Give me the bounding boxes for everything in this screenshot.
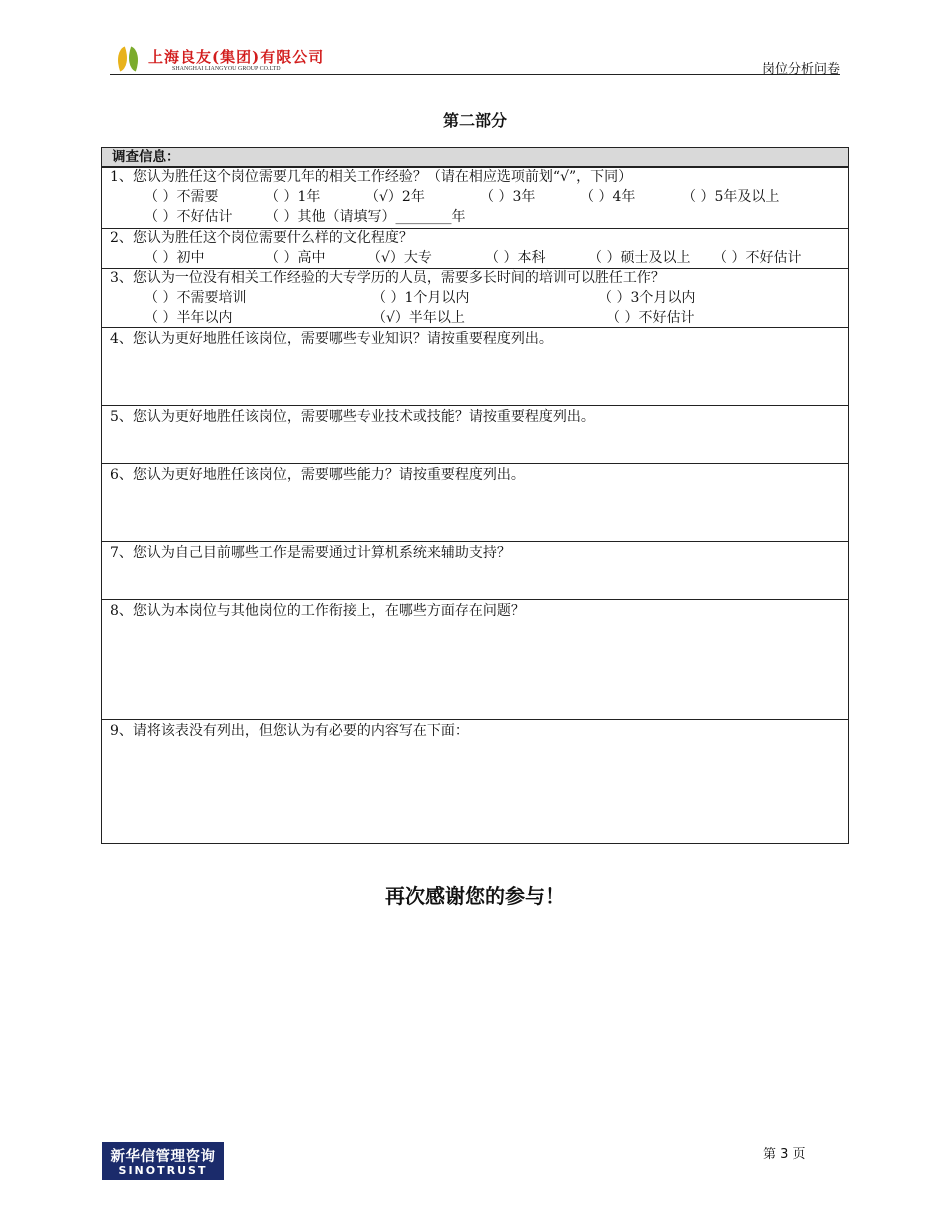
question-text: 5、您认为更好地胜任该岗位，需要哪些专业技术或技能？请按重要程度列出。 bbox=[110, 409, 595, 425]
part-title: 第二部分 bbox=[442, 111, 507, 130]
question-1 bbox=[102, 167, 848, 228]
question-3 bbox=[102, 268, 848, 327]
option-junior-college[interactable]: （√）大专 bbox=[367, 250, 432, 266]
question-text: 8、您认为本岗位与其他岗位的工作衔接上，在哪些方面存在问题？ bbox=[110, 603, 525, 619]
question-text: 9、请将该表没有列出，但您认为有必要的内容写在下面： bbox=[110, 723, 469, 739]
question-text: 2、您认为胜任这个岗位需要什么样的文化程度？ bbox=[110, 230, 413, 246]
option-other[interactable]: （ ）其他（请填写）________年 bbox=[265, 209, 466, 225]
question-text: 6、您认为更好地胜任该岗位，需要哪些能力？请按重要程度列出。 bbox=[110, 467, 525, 483]
closing-message: 再次感谢您的参与！ bbox=[385, 884, 565, 908]
option-3-years[interactable]: （ ）3年 bbox=[480, 189, 536, 205]
company-name: 上海良友(集团)有限公司 bbox=[148, 48, 325, 66]
option-no-training[interactable]: （ ）不需要培训 bbox=[144, 290, 247, 306]
question-8[interactable] bbox=[102, 599, 848, 719]
question-6[interactable] bbox=[102, 463, 848, 541]
option-bachelor[interactable]: （ ）本科 bbox=[485, 250, 546, 266]
question-2 bbox=[102, 228, 848, 268]
option-within-3-months[interactable]: （ ）3个月以内 bbox=[598, 290, 696, 306]
option-hard-to-estimate[interactable]: （ ）不好估计 bbox=[144, 209, 233, 225]
option-5-years-plus[interactable]: （ ）5年及以上 bbox=[682, 189, 780, 205]
page-header bbox=[110, 42, 840, 77]
question-text: 3、您认为一位没有相关工作经验的大专学历的人员，需要多长时间的培训可以胜任工作？ bbox=[110, 270, 665, 286]
question-text: 4、您认为更好地胜任该岗位，需要哪些专业知识？请按重要程度列出。 bbox=[110, 331, 553, 347]
option-row bbox=[110, 308, 848, 328]
option-row bbox=[110, 187, 848, 207]
section-header: 调查信息： bbox=[102, 148, 848, 167]
footer-logo-cn: 新华信管理咨询 bbox=[110, 1149, 216, 1165]
question-4[interactable] bbox=[102, 327, 848, 405]
option-row bbox=[110, 207, 848, 227]
option-junior-high[interactable]: （ ）初中 bbox=[144, 250, 205, 266]
sinotrust-logo bbox=[102, 1142, 224, 1180]
survey-form bbox=[101, 147, 849, 844]
option-master-plus[interactable]: （ ）硕士及以上 bbox=[588, 250, 691, 266]
header-divider bbox=[110, 74, 840, 75]
question-5[interactable] bbox=[102, 405, 848, 463]
option-hard-to-estimate[interactable]: （ ）不好估计 bbox=[713, 250, 802, 266]
page-number: 第 3 页 bbox=[763, 1147, 806, 1162]
option-1-year[interactable]: （ ）1年 bbox=[265, 189, 321, 205]
option-no-need[interactable]: （ ）不需要 bbox=[144, 189, 219, 205]
question-9[interactable] bbox=[102, 719, 848, 843]
option-over-half-year[interactable]: （√）半年以上 bbox=[372, 310, 465, 326]
company-name-en: SHANGHAI LIANGYOU GROUP CO.LTD bbox=[172, 66, 281, 72]
option-hard-to-estimate[interactable]: （ ）不好估计 bbox=[606, 310, 695, 326]
option-row bbox=[110, 248, 848, 268]
footer-logo-en: SINOTRUST bbox=[118, 1164, 208, 1177]
option-high-school[interactable]: （ ）高中 bbox=[265, 250, 326, 266]
question-text: 1、您认为胜任这个岗位需要几年的相关工作经验？（请在相应选项前划“√”，下同） bbox=[110, 169, 633, 185]
document-title: 岗位分析问卷 bbox=[761, 62, 840, 77]
question-7[interactable] bbox=[102, 541, 848, 599]
option-within-1-month[interactable]: （ ）1个月以内 bbox=[372, 290, 470, 306]
option-row bbox=[110, 288, 848, 308]
option-4-years[interactable]: （ ）4年 bbox=[580, 189, 636, 205]
option-within-half-year[interactable]: （ ）半年以内 bbox=[144, 310, 233, 326]
option-2-years[interactable]: （√）2年 bbox=[365, 189, 425, 205]
question-text: 7、您认为自己目前哪些工作是需要通过计算机系统来辅助支持？ bbox=[110, 545, 511, 561]
